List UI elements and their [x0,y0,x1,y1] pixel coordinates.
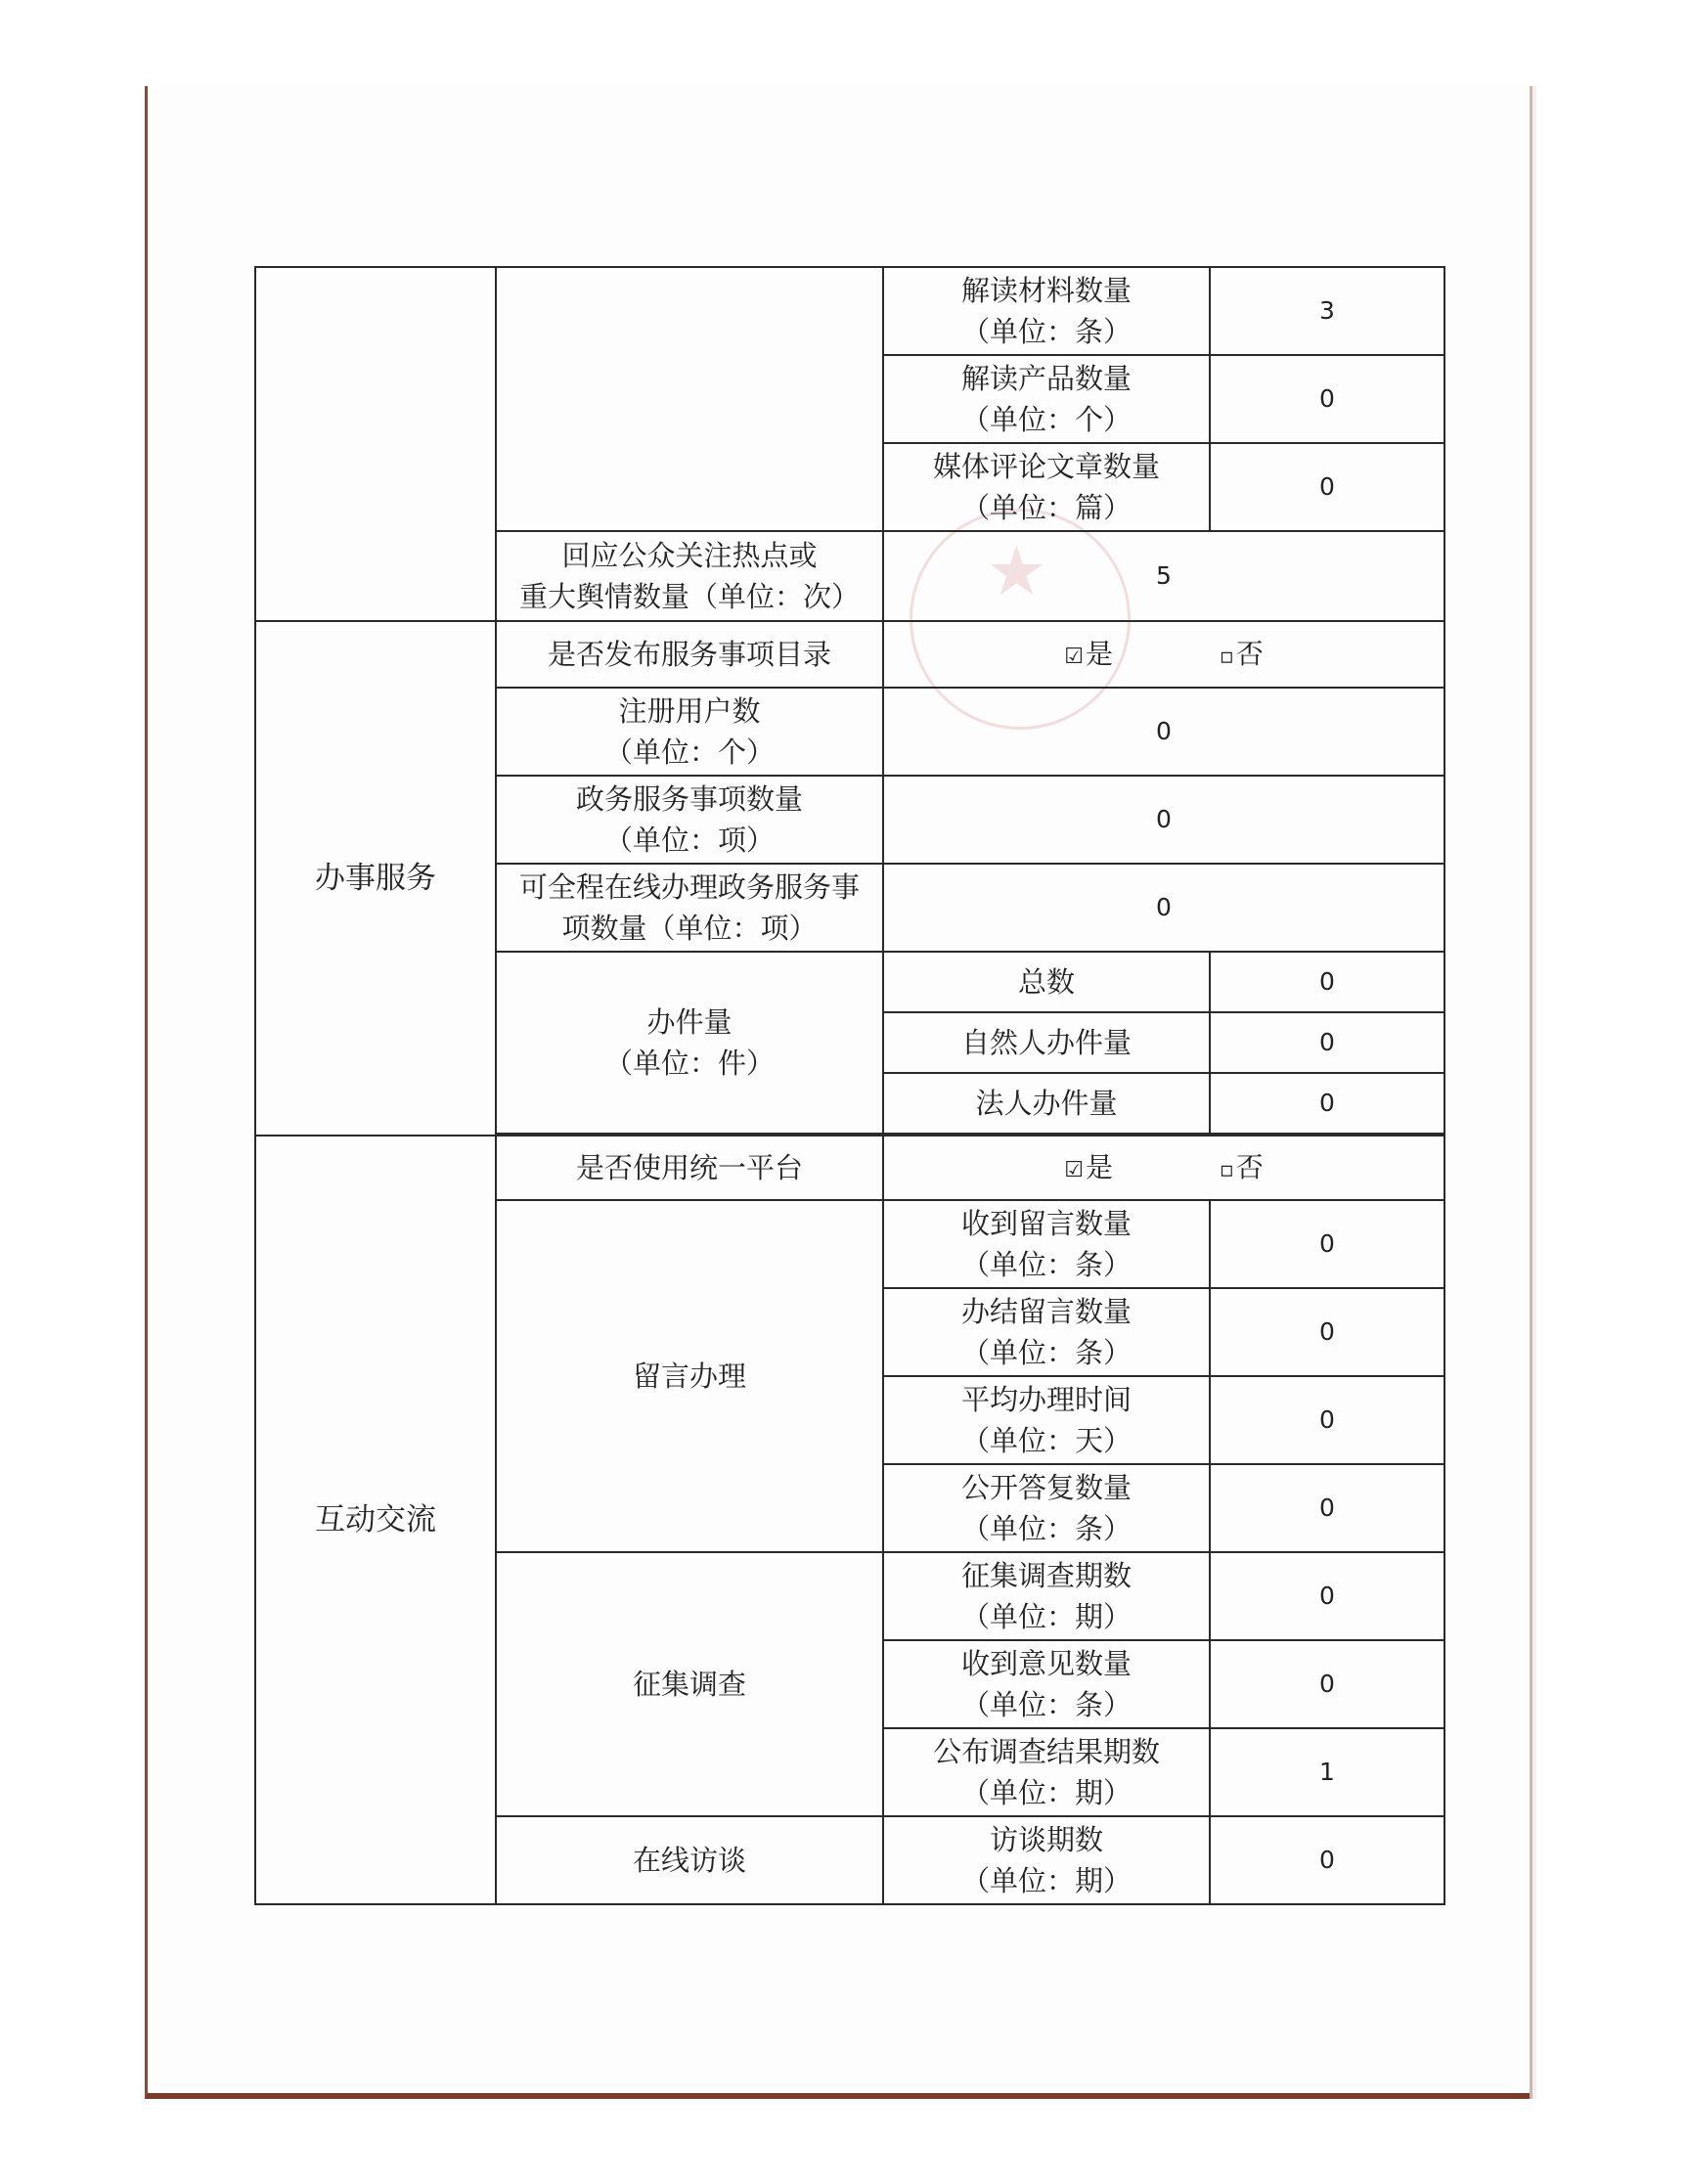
category-label: 办事服务 [255,621,496,1136]
table-row [255,1136,1444,1200]
row-label: 征集调查期数 （单位：期） [883,1552,1210,1640]
row-label: 解读产品数量 （单位：个） [883,355,1210,443]
row-value: 0 [883,688,1444,776]
table-row [255,267,1444,355]
empty-box-icon: ▫ [1219,1157,1234,1182]
row-label: 收到意见数量 （单位：条） [883,1640,1210,1728]
category-label: 互动交流 [255,1136,496,1904]
row-label: 注册用户数 （单位：个） [496,688,883,776]
row-value: 0 [1210,1376,1444,1464]
row-value: 0 [1210,1816,1444,1904]
checked-box-icon: ☑ [1064,1157,1084,1182]
row-label: 访谈期数 （单位：期） [883,1816,1210,1904]
subcategory-label: 办件量 （单位：件） [496,952,883,1134]
category-cell-blank [255,267,496,621]
empty-box-icon: ▫ [1219,644,1234,669]
row-value: 0 [1210,952,1444,1012]
row-label: 可全程在线办理政务服务事 项数量（单位：项） [496,864,883,952]
row-value: 0 [1210,1640,1444,1728]
row-label: 办结留言数量 （单位：条） [883,1288,1210,1376]
row-value: 1 [1210,1728,1444,1816]
row-label: 公开答复数量 （单位：条） [883,1464,1210,1552]
subcategory-label: 留言办理 [496,1200,883,1552]
statistics-table [254,266,1445,1905]
row-label: 是否发布服务事项目录 [496,621,883,688]
row-value: 0 [1210,1464,1444,1552]
checkbox-group [883,1136,1444,1200]
row-label: 总数 [883,952,1210,1012]
checkbox-no[interactable]: ▫否 [1219,1150,1264,1183]
subcategory-label: 在线访谈 [496,1816,883,1904]
row-value: 0 [1210,443,1444,531]
row-value: 0 [1210,1552,1444,1640]
row-label: 是否使用统一平台 [496,1136,883,1200]
subcategory-cell-blank [496,267,883,531]
row-value: 0 [1210,1288,1444,1376]
row-value: 0 [1210,355,1444,443]
row-label: 回应公众关注热点或 重大舆情数量（单位：次） [496,531,883,621]
checkbox-yes[interactable]: ☑是 [1064,1150,1113,1183]
checkbox-no[interactable]: ▫否 [1219,637,1264,670]
row-value: 0 [1210,1200,1444,1288]
checkbox-yes[interactable]: ☑是 [1064,637,1113,670]
checked-box-icon: ☑ [1064,644,1084,669]
row-value: 0 [883,864,1444,952]
row-value: 5 [883,531,1444,621]
row-value: 3 [1210,267,1444,355]
row-label: 媒体评论文章数量 （单位：篇） [883,443,1210,531]
row-label: 平均办理时间 （单位：天） [883,1376,1210,1464]
row-value: 0 [1210,1073,1444,1134]
row-label: 收到留言数量 （单位：条） [883,1200,1210,1288]
paper-edge [1530,86,1533,2099]
row-label: 政务服务事项数量 （单位：项） [496,776,883,864]
table-row [255,621,1444,688]
checkbox-group [883,621,1444,688]
row-value: 0 [883,776,1444,864]
row-label: 自然人办件量 [883,1012,1210,1073]
row-value: 0 [1210,1012,1444,1073]
row-label: 公布调查结果期数 （单位：期） [883,1728,1210,1816]
subcategory-label: 征集调查 [496,1552,883,1816]
row-label: 法人办件量 [883,1073,1210,1134]
row-label: 解读材料数量 （单位：条） [883,267,1210,355]
